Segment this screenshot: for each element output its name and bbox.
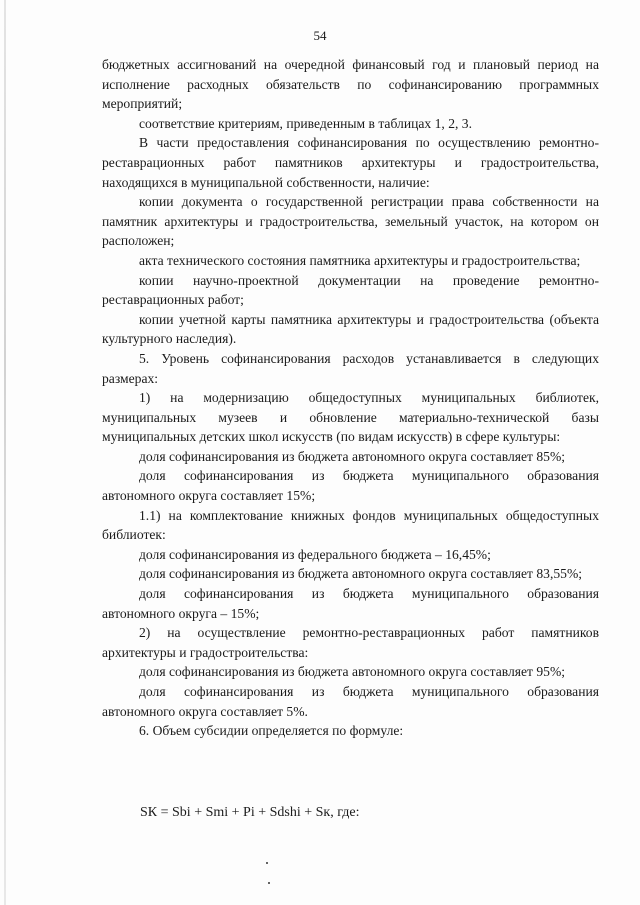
paragraph: 2) на осуществление ремонтно-реставрационных работ памятников архитектуры и градостроительства:: [102, 625, 599, 660]
paragraph: бюджетных ассигнований на очередной финансовый год и плановый период на исполнение расходных обязательств по софинансированию программных мероприятий;: [102, 57, 599, 112]
paragraph: В части предоставления софинансирования по осуществлению ремонтно-реставрационных работ памятников архитектуры и градостроительства, находящихся в муниципальной собственности, наличие:: [102, 135, 599, 190]
paragraph: копии научно-проектной документации на проведение ремонтно-реставрационных работ;: [102, 272, 599, 308]
scan-edge: [4, 0, 6, 905]
paragraph: доля софинансирования из бюджета муниципального образования автономного округа – 15%;: [102, 586, 599, 621]
paragraph: 1) на модернизацию общедоступных муниципальных библиотек, муниципальных музеев и обновление материально-технической базы муниципальных детских школ искусств (по видам искусств) в сфере культуры:: [102, 390, 599, 445]
paragraph: акта технического состояния памятника архитектуры и градостроительства;: [139, 252, 581, 268]
document-body: [102, 55, 599, 741]
paragraph: 6. Объем субсидии определяется по формуле:: [139, 723, 404, 739]
page-number: 54: [313, 28, 327, 43]
paragraph: доля софинансирования из бюджета автономного округа составляет 83,55%;: [139, 566, 583, 582]
paragraph: доля софинансирования из бюджета автономного округа составляет 85%;: [139, 448, 566, 464]
paragraph: соответствие критериям, приведенным в таблицах 1, 2, 3.: [139, 115, 472, 131]
paragraph: доля софинансирования из федерального бюджета – 16,45%;: [139, 546, 491, 562]
paragraph: 1.1) на комплектование книжных фондов муниципальных общедоступных библиотек:: [102, 507, 599, 543]
paragraph: доля софинансирования из бюджета автономного округа составляет 95%;: [139, 664, 566, 680]
scan-speck: [266, 862, 268, 864]
subsidy-formula: SК = Sbi + Smi + Pi + Sdshi + Sк, где:: [140, 805, 360, 820]
paragraph: доля софинансирования из бюджета муниципального образования автономного округа составляет 5%.: [102, 684, 599, 719]
paragraph: копии документа о государственной регистрации права собственности на памятник архитектуры и градостроительства, земельный участок, на котором он расположен;: [102, 194, 599, 249]
paragraph: 5. Уровень софинансирования расходов устанавливается в следующих размерах:: [102, 350, 599, 386]
scan-speck: [268, 882, 270, 884]
paragraph: доля софинансирования из бюджета муниципального образования автономного округа составляет 15%;: [102, 468, 599, 504]
paragraph: копии учетной карты памятника архитектуры и градостроительства (объекта культурного наследия).: [102, 311, 599, 347]
